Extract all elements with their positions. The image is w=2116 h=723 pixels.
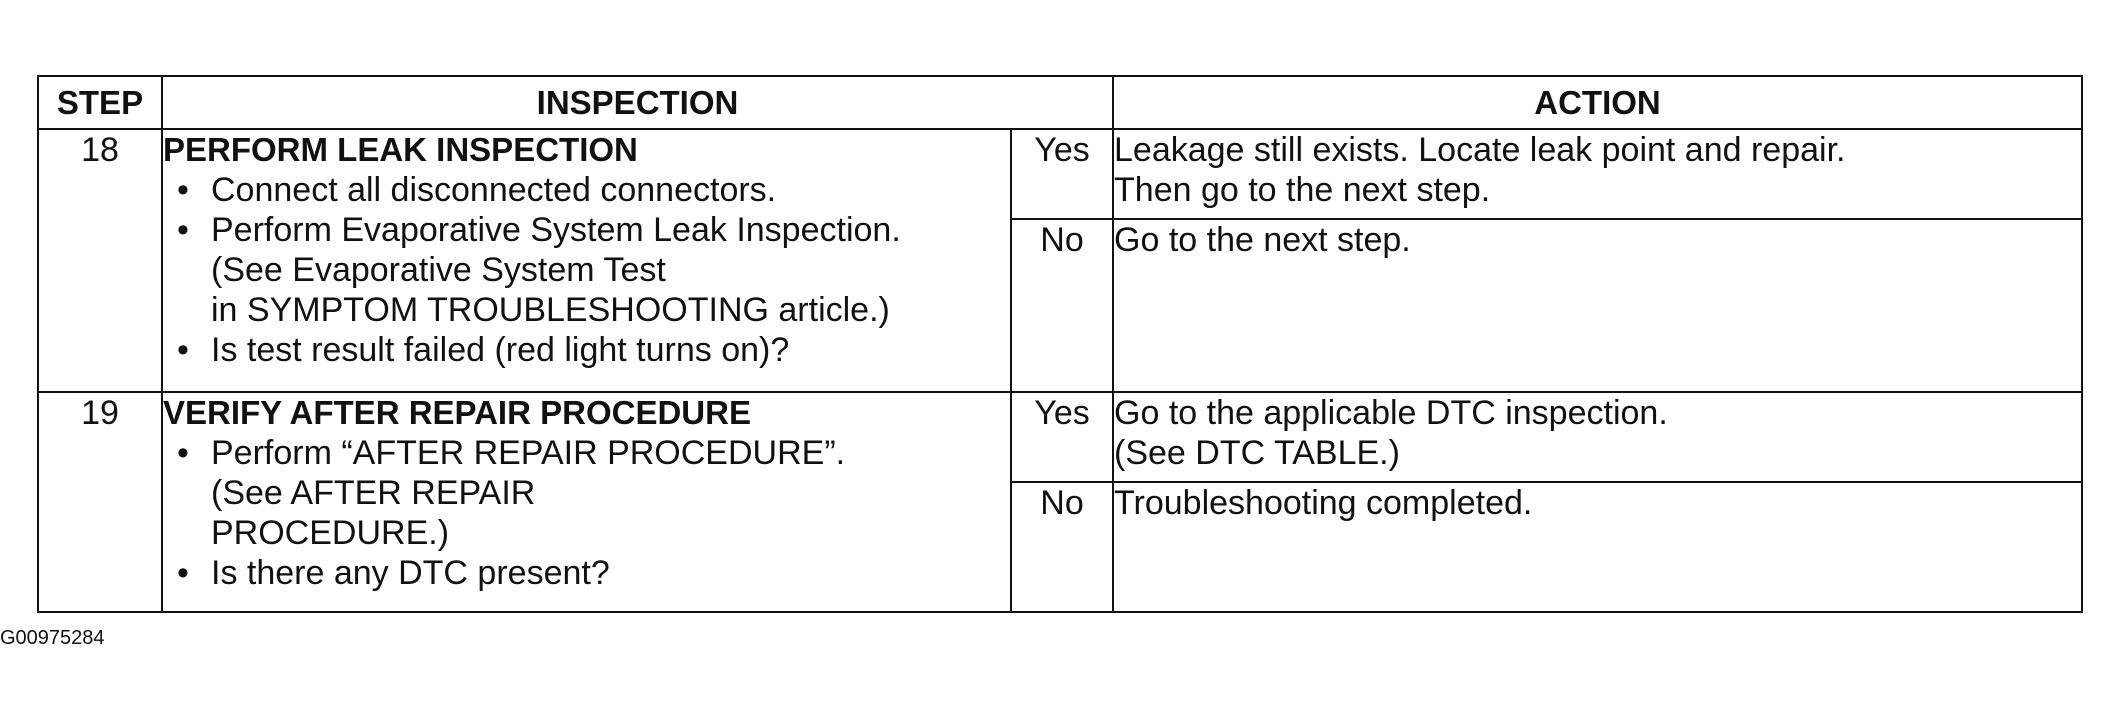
inspection-cell: [162, 129, 1011, 392]
no-action: [1113, 219, 2082, 392]
step-number: 19: [38, 392, 162, 612]
yes-action: [1113, 392, 2082, 482]
inspection-title: PERFORM LEAK INSPECTION: [163, 131, 638, 168]
inspection-item: [177, 210, 1010, 330]
no-label: No: [1011, 219, 1113, 392]
step-row-19-yes: [38, 392, 2082, 482]
inspection-item-line: (See Evaporative System Test: [211, 251, 666, 289]
no-action: [1113, 482, 2082, 612]
step-number: 18: [38, 129, 162, 392]
header-row: [38, 76, 2082, 129]
inspection-item: • Connect all disconnected connectors.: [177, 170, 1010, 210]
inspection-item-line: Perform “AFTER REPAIR PROCEDURE”.: [211, 434, 846, 472]
inspection-title: VERIFY AFTER REPAIR PROCEDURE: [163, 394, 751, 431]
inspection-item-line: Perform Evaporative System Leak Inspection.: [211, 211, 901, 249]
inspection-item-line: PROCEDURE.): [211, 514, 450, 552]
step-row-18-yes: [38, 129, 2082, 219]
inspection-cell: [162, 392, 1011, 612]
action-line: Then go to the next step.: [1114, 171, 1491, 209]
yes-label: Yes: [1011, 129, 1113, 219]
inspection-item: [177, 433, 1010, 553]
inspection-item-line: in SYMPTOM TROUBLESHOOTING article.): [211, 291, 890, 329]
yes-action: [1113, 129, 2082, 219]
inspection-item-line: (See AFTER REPAIR: [211, 474, 536, 512]
inspection-item: • Is there any DTC present?: [177, 553, 1010, 593]
inspection-item: • Is test result failed (red light turns on)?: [177, 330, 1010, 370]
inspection-list: [163, 433, 1010, 593]
procedure-table: [37, 75, 2083, 613]
action-line: Go to the applicable DTC inspection.: [1114, 394, 1668, 432]
action-line: (See DTC TABLE.): [1114, 434, 1400, 472]
inspection-header: INSPECTION: [162, 76, 1113, 129]
step-header: STEP: [38, 76, 162, 129]
inspection-list: [163, 170, 1010, 370]
action-line: Go to the next step.: [1114, 221, 1411, 259]
no-label: No: [1011, 482, 1113, 612]
action-header: ACTION: [1113, 76, 2082, 129]
action-line: Troubleshooting completed.: [1114, 484, 1533, 522]
action-line: Leakage still exists. Locate leak point and repair.: [1114, 131, 1846, 169]
yes-label: Yes: [1011, 392, 1113, 482]
figure-id: G00975284: [0, 627, 105, 649]
